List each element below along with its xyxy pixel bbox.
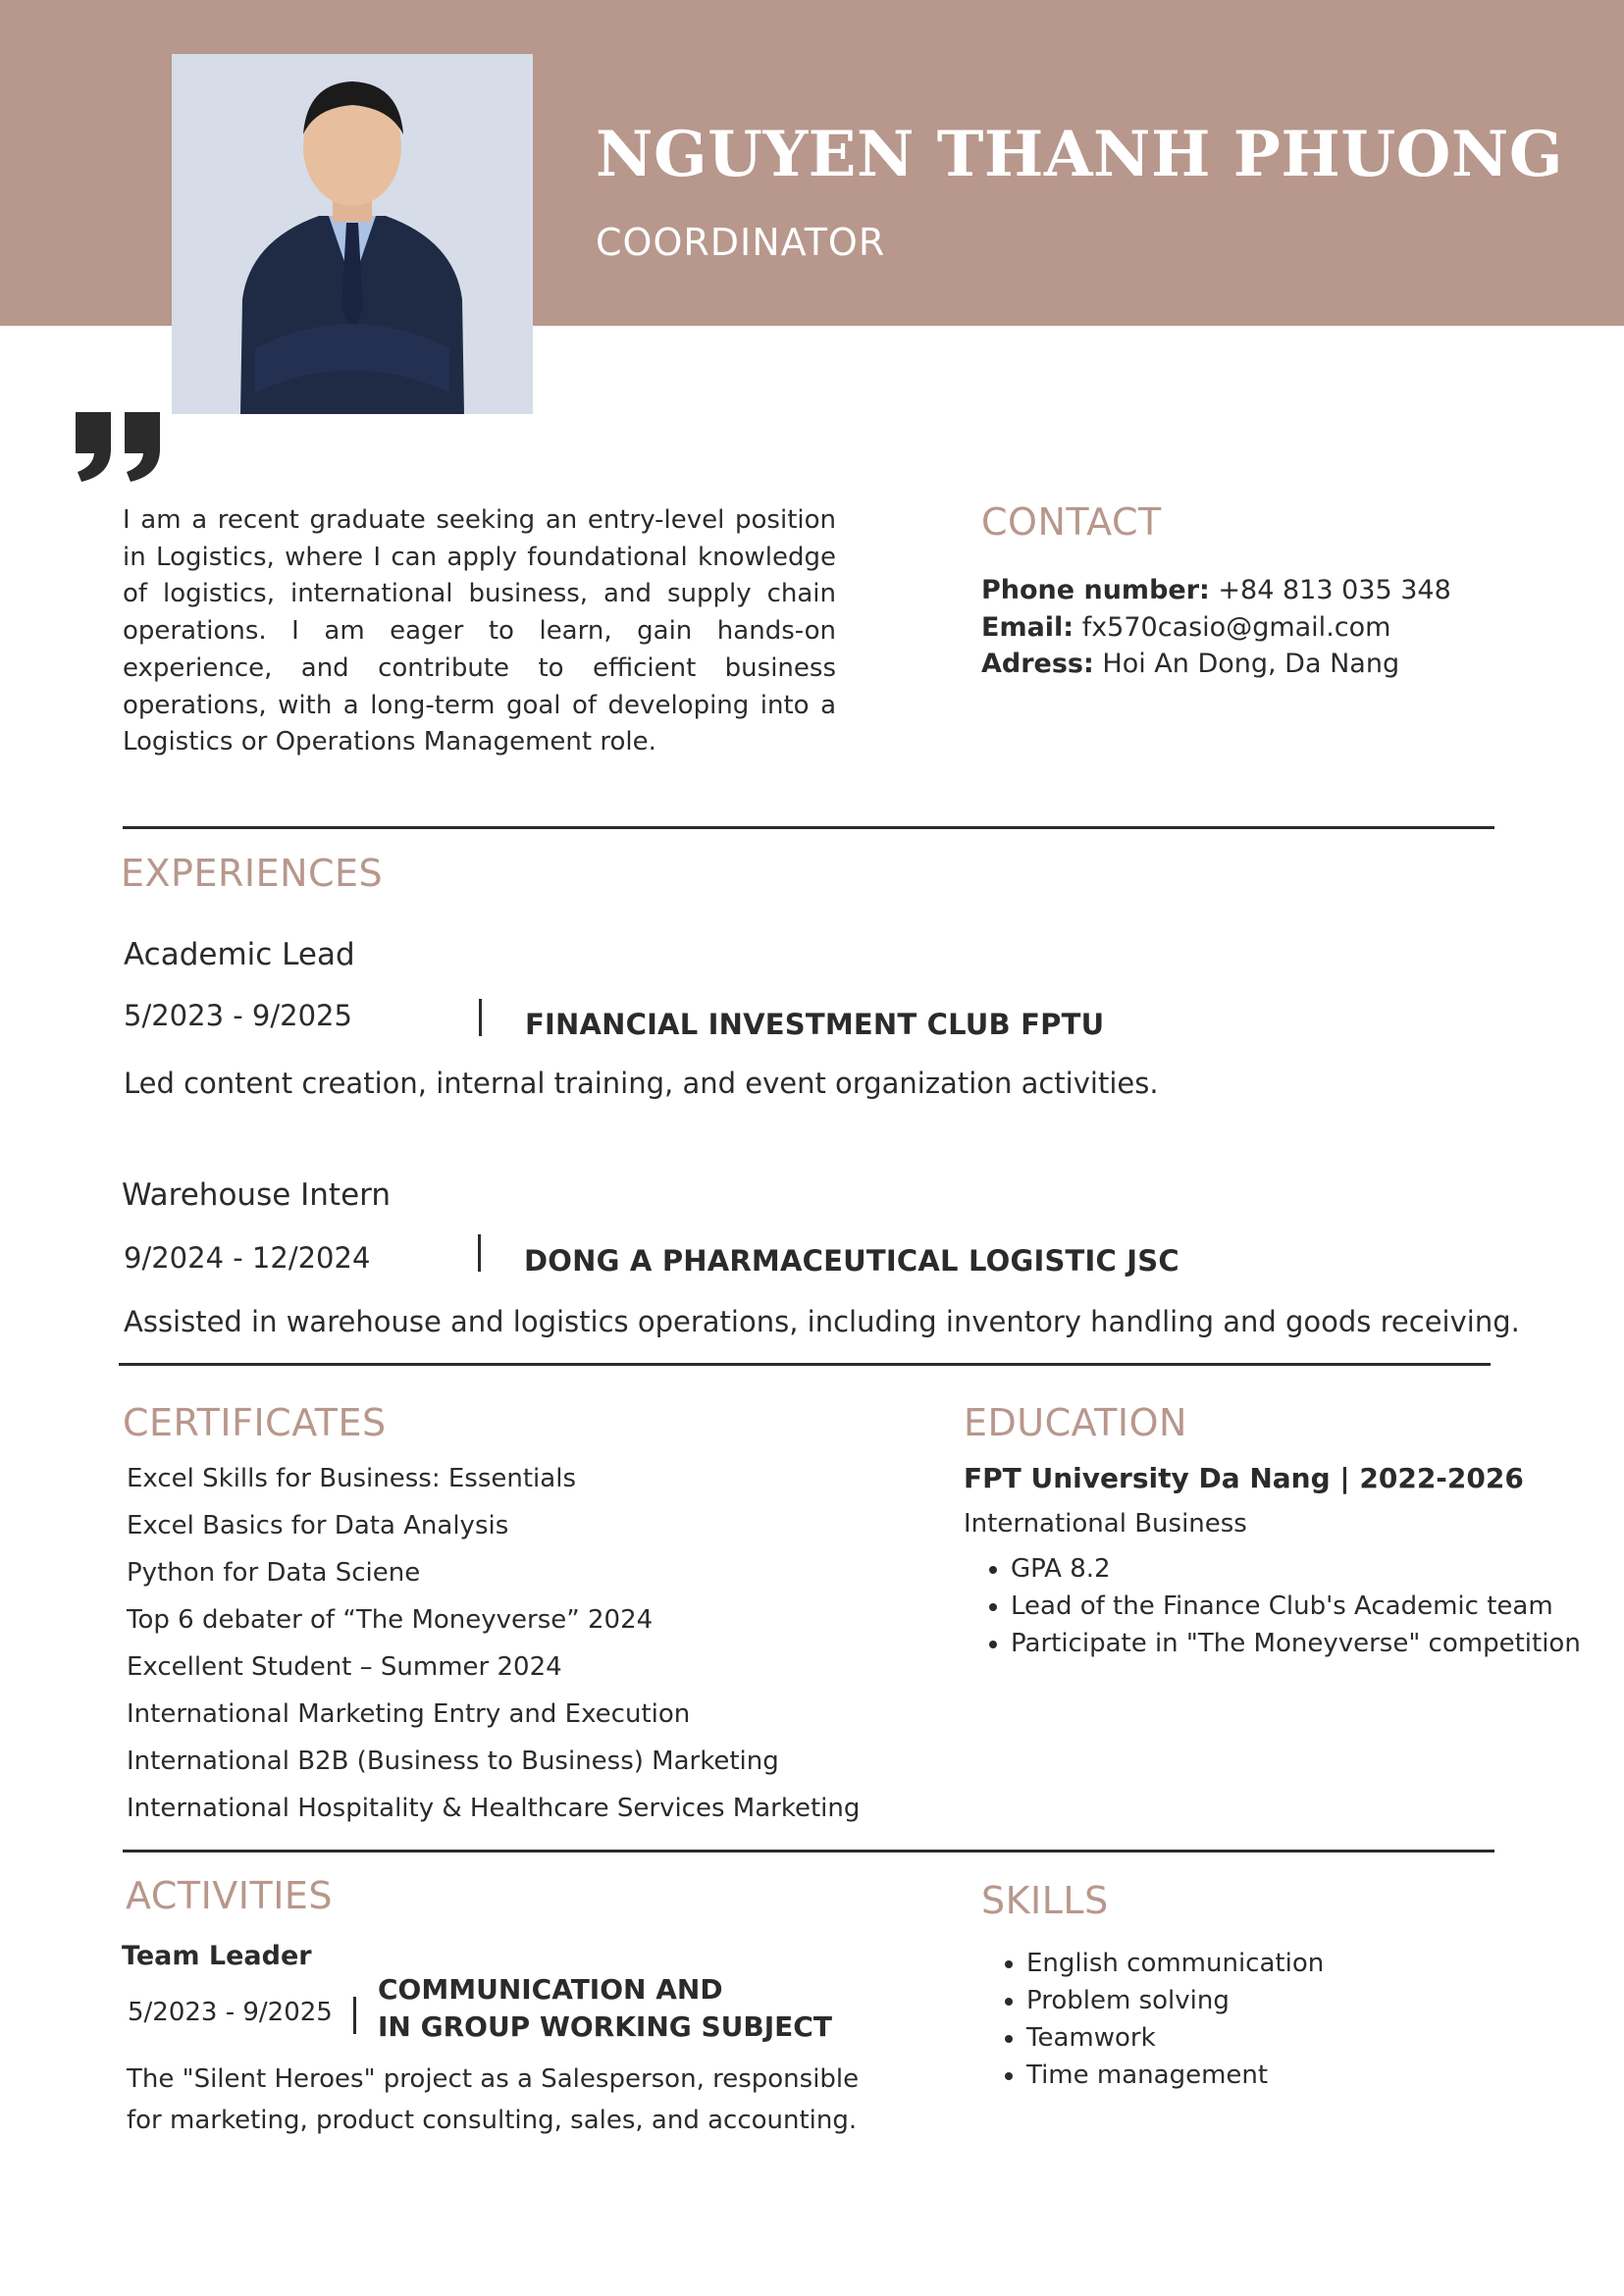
contact-address [981, 646, 1451, 683]
certificate-item: Excellent Student – Summer 2024 [127, 1652, 562, 1682]
address-label: Adress: [981, 649, 1094, 679]
job-organization: FINANCIAL INVESTMENT CLUB FPTU [525, 1008, 1105, 1041]
activity-date: 5/2023 - 9/2025 [128, 1998, 333, 2027]
education-item: • Participate in "The Moneyverse" competition [1011, 1625, 1581, 1662]
education-highlights [964, 1550, 1581, 1662]
divider [123, 1850, 1494, 1852]
candidate-name: NGUYEN THANH PHUONG [596, 118, 1564, 191]
certificate-item: Python for Data Sciene [127, 1558, 421, 1588]
candidate-role: COORDINATOR [596, 221, 886, 264]
divider [119, 1363, 1491, 1366]
email-value: fx570casio@gmail.com [1081, 611, 1391, 643]
activity-organization-line: COMMUNICATION AND [378, 1973, 723, 2006]
activity-organization [378, 1971, 832, 2046]
email-label: Email: [981, 611, 1074, 643]
activity-separator [353, 1997, 356, 2034]
education-item: • GPA 8.2 [1011, 1550, 1581, 1588]
education-major: International Business [964, 1509, 1247, 1539]
contact-email [981, 609, 1451, 647]
experiences-title: EXPERIENCES [121, 852, 384, 895]
profile-photo [172, 54, 533, 414]
job-organization: DONG A PHARMACEUTICAL LOGISTIC JSC [524, 1244, 1179, 1278]
activity-role: Team Leader [122, 1941, 312, 1971]
job-date: 9/2024 - 12/2024 [124, 1241, 371, 1275]
activities-title: ACTIVITIES [126, 1874, 334, 1917]
certificate-item: Excel Skills for Business: Essentials [127, 1464, 576, 1493]
address-value: Hoi An Dong, Da Nang [1102, 649, 1400, 679]
skill-item: • English communication [1026, 1945, 1324, 1982]
activity-description: The "Silent Heroes" project as a Salesperson, responsible for marketing, product consulting, sales, and accounting. [127, 2064, 860, 2135]
quote-icon [74, 410, 167, 484]
contact-details [981, 572, 1451, 683]
divider [123, 826, 1494, 829]
person-portrait-image [172, 54, 533, 414]
certificate-item: International B2B (Business to Business) Marketing [127, 1747, 779, 1776]
job-title: Warehouse Intern [122, 1177, 392, 1213]
certificate-item: International Marketing Entry and Execution [127, 1699, 691, 1729]
contact-phone [981, 572, 1451, 609]
certificate-item: International Hospitality & Healthcare Services Marketing [127, 1794, 861, 1823]
skills-title: SKILLS [981, 1879, 1109, 1922]
skills-list [979, 1945, 1324, 2094]
job-separator [479, 999, 482, 1036]
education-item: • Lead of the Finance Club's Academic team [1011, 1588, 1581, 1625]
skill-item: • Problem solving [1026, 1982, 1324, 2019]
skill-item: • Teamwork [1026, 2019, 1324, 2057]
certificates-title: CERTIFICATES [123, 1401, 387, 1444]
certificate-item: Top 6 debater of “The Moneyverse” 2024 [127, 1605, 654, 1635]
phone-value: +84 813 035 348 [1218, 575, 1451, 605]
phone-label: Phone number: [981, 575, 1210, 605]
contact-title: CONTACT [981, 500, 1162, 544]
job-date: 5/2023 - 9/2025 [124, 999, 352, 1032]
education-title: EDUCATION [964, 1401, 1187, 1444]
job-separator [478, 1234, 481, 1272]
job-description: Led content creation, internal training, and event organization activities. [124, 1067, 1159, 1100]
skill-item: • Time management [1026, 2057, 1324, 2094]
education-school: FPT University Da Nang | 2022-2026 [964, 1462, 1524, 1494]
job-title: Academic Lead [124, 937, 355, 972]
job-description: Assisted in warehouse and logistics operations, including inventory handling and goods receiving. [124, 1305, 1520, 1338]
certificate-item: Excel Basics for Data Analysis [127, 1511, 509, 1540]
activity-organization-line: IN GROUP WORKING SUBJECT [378, 2010, 832, 2043]
summary-text: I am a recent graduate seeking an entry-level position in Logistics, where I can apply foundational knowledge of logistics, international business, and supply chain operations. I am eager to learn, gain hands-on experience, and contribute to efficient business operations, with a long-term goal of developing into a Logistics or Operations Management role. [123, 505, 836, 757]
certificates-list [127, 1455, 860, 1832]
